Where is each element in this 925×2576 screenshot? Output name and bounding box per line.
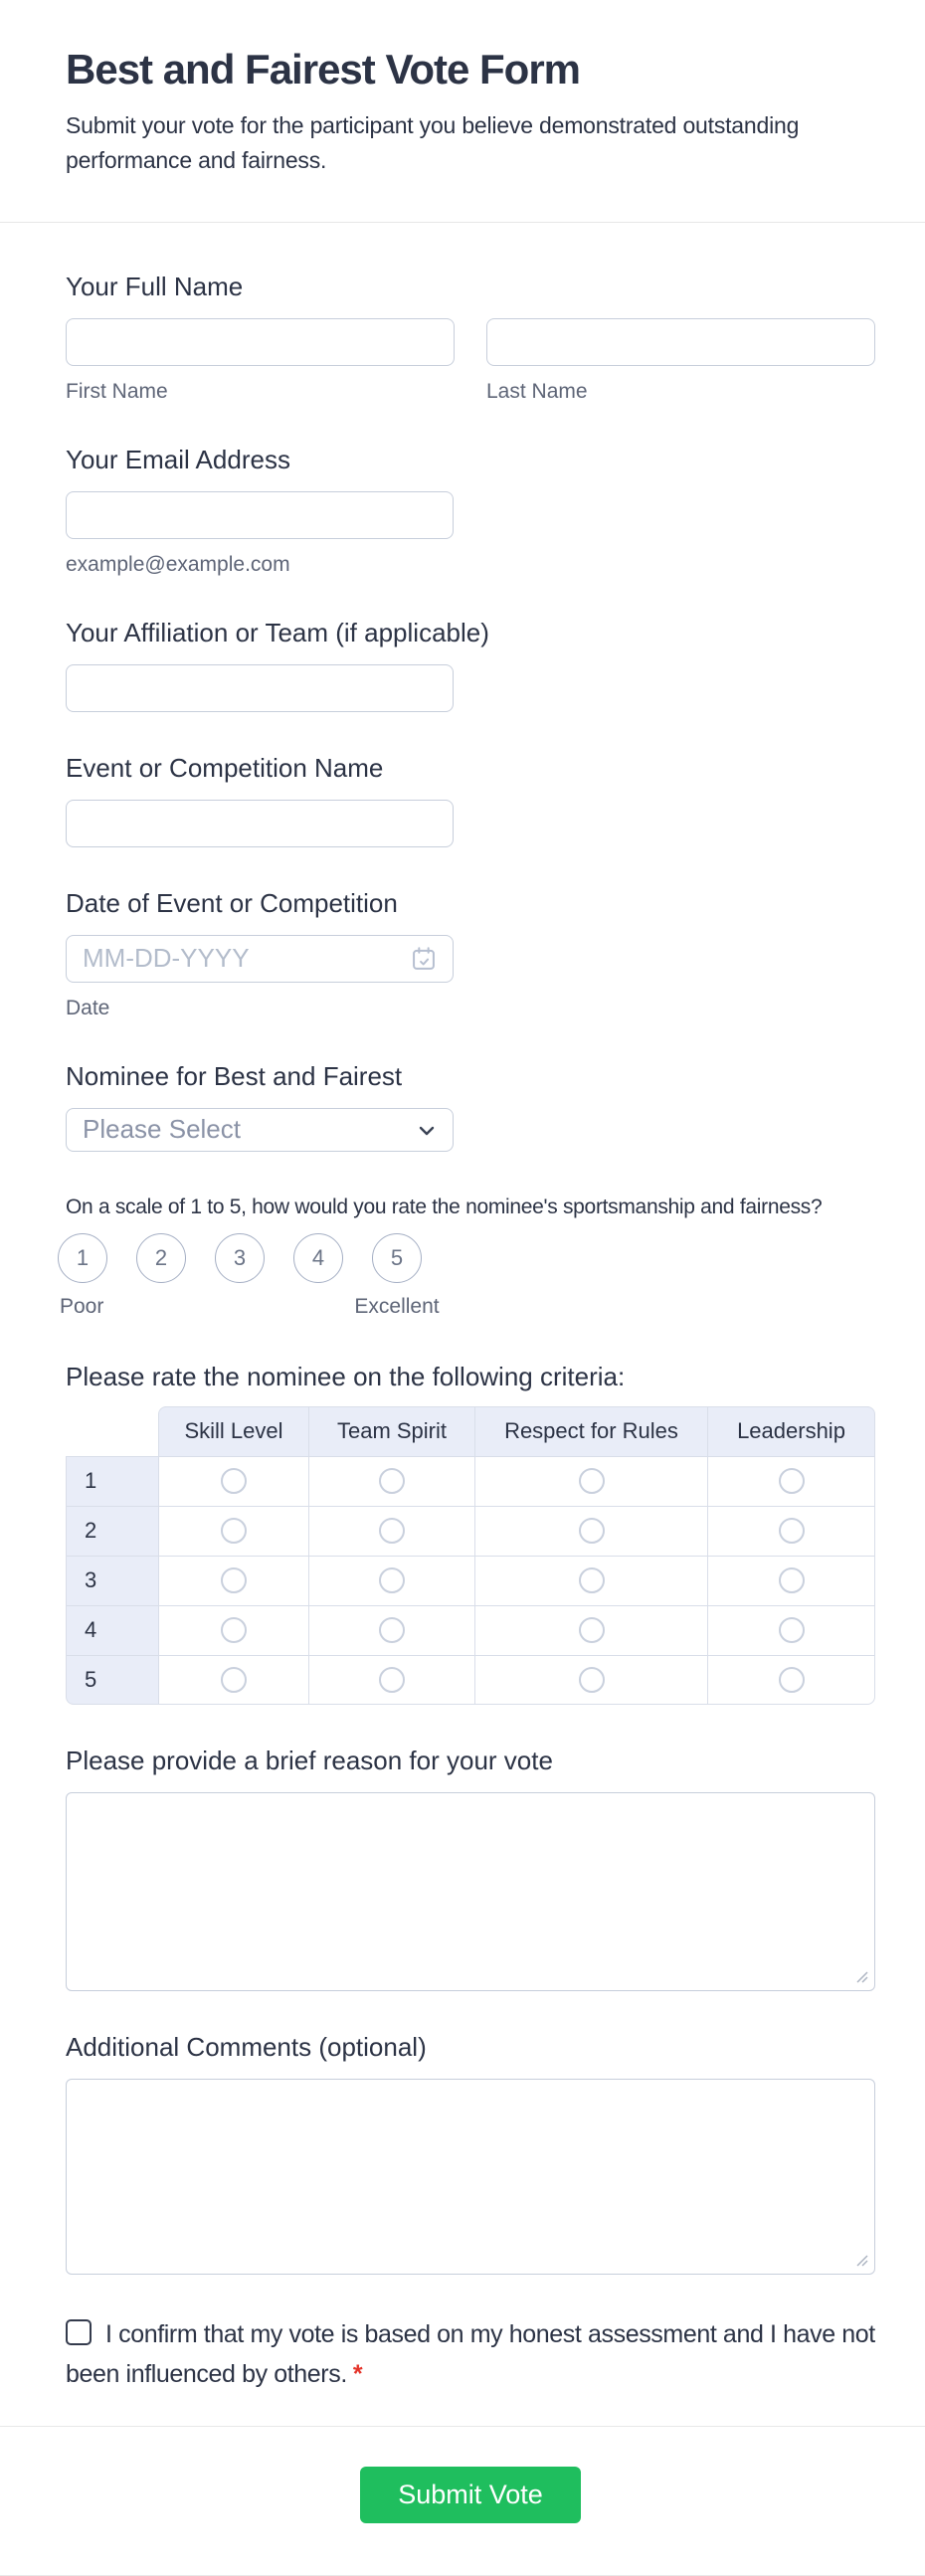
matrix-cell	[158, 1605, 308, 1655]
scale-option-3[interactable]: 3	[215, 1233, 265, 1283]
field-nominee	[66, 1060, 875, 1152]
matrix-radio[interactable]	[779, 1617, 805, 1643]
matrix-radio[interactable]	[221, 1567, 247, 1593]
matrix-cell	[707, 1556, 875, 1605]
field-full-name	[66, 271, 875, 404]
matrix-row	[66, 1605, 875, 1655]
matrix-radio[interactable]	[221, 1617, 247, 1643]
matrix-cell	[707, 1506, 875, 1556]
last-name-sublabel: Last Name	[486, 379, 588, 403]
matrix-cell	[707, 1605, 875, 1655]
field-matrix	[66, 1361, 875, 1705]
matrix-cell	[308, 1456, 474, 1506]
matrix-row	[66, 1655, 875, 1705]
matrix-radio[interactable]	[779, 1518, 805, 1544]
matrix-cell	[158, 1506, 308, 1556]
field-event-name	[66, 752, 875, 847]
confirm-text: I confirm that my vote is based on my honest assessment and I have not been influenced by others.	[66, 2319, 875, 2388]
matrix-cell	[474, 1655, 707, 1705]
email-label: Your Email Address	[66, 444, 290, 474]
matrix-cell	[474, 1506, 707, 1556]
matrix-row-label: 5	[66, 1655, 158, 1705]
matrix-column-header: Skill Level	[158, 1406, 308, 1456]
nominee-select-value: Please Select	[83, 1114, 241, 1144]
full-name-label: Your Full Name	[66, 271, 244, 301]
field-confirm	[66, 2314, 875, 2394]
scale-min-label: Poor	[60, 1294, 104, 1318]
field-scale	[60, 1192, 875, 1321]
field-affiliation	[66, 617, 875, 712]
matrix-row-label: 1	[66, 1456, 158, 1506]
email-input[interactable]	[66, 491, 454, 539]
form-body	[0, 223, 925, 2394]
matrix-radio[interactable]	[221, 1468, 247, 1494]
first-name-sublabel: First Name	[66, 379, 168, 403]
comments-textarea[interactable]	[66, 2079, 875, 2275]
matrix-cell	[308, 1655, 474, 1705]
matrix-row-label: 4	[66, 1605, 158, 1655]
matrix-radio[interactable]	[579, 1518, 605, 1544]
nominee-select[interactable]	[66, 1108, 454, 1152]
confirm-label-row	[66, 2320, 875, 2388]
resize-handle-icon[interactable]	[854, 2253, 868, 2267]
matrix-table	[66, 1406, 875, 1705]
reason-textarea[interactable]	[66, 1792, 875, 1991]
matrix-column-header: Respect for Rules	[474, 1406, 707, 1456]
matrix-radio[interactable]	[221, 1667, 247, 1693]
matrix-radio[interactable]	[379, 1567, 405, 1593]
matrix-radio[interactable]	[579, 1567, 605, 1593]
matrix-cell	[158, 1456, 308, 1506]
last-name-input[interactable]	[486, 318, 875, 366]
resize-handle-icon[interactable]	[854, 1969, 868, 1983]
matrix-column-header: Team Spirit	[308, 1406, 474, 1456]
submit-button[interactable]: Submit Vote	[360, 2467, 581, 2523]
scale-label: On a scale of 1 to 5, how would you rate the nominee's sportsmanship and fairness?	[66, 1195, 823, 1218]
field-event-date	[66, 887, 875, 1020]
event-name-input[interactable]	[66, 800, 454, 847]
matrix-radio[interactable]	[779, 1468, 805, 1494]
matrix-cell	[308, 1506, 474, 1556]
matrix-column-header: Leadership	[707, 1406, 875, 1456]
field-reason	[66, 1745, 875, 1991]
calendar-icon[interactable]	[410, 945, 438, 973]
matrix-radio[interactable]	[379, 1667, 405, 1693]
reason-label: Please provide a brief reason for your vote	[66, 1745, 553, 1775]
matrix-radio[interactable]	[379, 1468, 405, 1494]
matrix-radio[interactable]	[379, 1518, 405, 1544]
matrix-radio[interactable]	[579, 1617, 605, 1643]
confirm-checkbox[interactable]	[66, 2319, 92, 2345]
matrix-cell	[158, 1655, 308, 1705]
matrix-cell	[474, 1556, 707, 1605]
first-name-input[interactable]	[66, 318, 455, 366]
affiliation-input[interactable]	[66, 664, 454, 712]
matrix-cell	[308, 1605, 474, 1655]
chevron-down-icon	[415, 1119, 439, 1143]
matrix-row	[66, 1506, 875, 1556]
scale-max-label: Excellent	[354, 1294, 440, 1318]
scale-option-2[interactable]: 2	[136, 1233, 186, 1283]
matrix-radio[interactable]	[779, 1667, 805, 1693]
scale-option-1[interactable]: 1	[58, 1233, 107, 1283]
nominee-label: Nominee for Best and Fairest	[66, 1060, 403, 1091]
matrix-row	[66, 1456, 875, 1506]
page-title: Best and Fairest Vote Form	[66, 46, 581, 92]
matrix-row-label: 2	[66, 1506, 158, 1556]
matrix-cell	[474, 1605, 707, 1655]
required-asterisk: *	[352, 2359, 363, 2388]
field-comments	[66, 2031, 875, 2275]
email-sublabel: example@example.com	[66, 552, 290, 576]
scale-option-4[interactable]: 4	[293, 1233, 343, 1283]
page-subtitle: Submit your vote for the participant you believe demonstrated outstanding performance and fairness.	[66, 111, 800, 173]
matrix-radio[interactable]	[779, 1567, 805, 1593]
matrix-radio[interactable]	[579, 1468, 605, 1494]
matrix-cell	[474, 1456, 707, 1506]
matrix-cell	[707, 1456, 875, 1506]
scale-option-5[interactable]: 5	[372, 1233, 422, 1283]
matrix-cell	[707, 1655, 875, 1705]
form-header	[0, 0, 925, 223]
event-date-label: Date of Event or Competition	[66, 887, 398, 918]
matrix-corner-cell	[66, 1406, 158, 1456]
comments-label: Additional Comments (optional)	[66, 2031, 427, 2062]
event-name-label: Event or Competition Name	[66, 752, 384, 783]
matrix-row	[66, 1556, 875, 1605]
event-date-input[interactable]	[66, 935, 454, 983]
matrix-radio[interactable]	[379, 1617, 405, 1643]
submit-row	[0, 2427, 925, 2575]
field-email	[66, 444, 875, 577]
matrix-cell	[308, 1556, 474, 1605]
scale-options	[58, 1233, 422, 1283]
matrix-cell	[158, 1556, 308, 1605]
matrix-radio[interactable]	[221, 1518, 247, 1544]
matrix-label: Please rate the nominee on the following criteria:	[66, 1361, 626, 1391]
matrix-radio[interactable]	[579, 1667, 605, 1693]
event-date-sublabel: Date	[66, 996, 110, 1019]
affiliation-label: Your Affiliation or Team (if applicable)	[66, 617, 489, 647]
matrix-row-label: 3	[66, 1556, 158, 1605]
